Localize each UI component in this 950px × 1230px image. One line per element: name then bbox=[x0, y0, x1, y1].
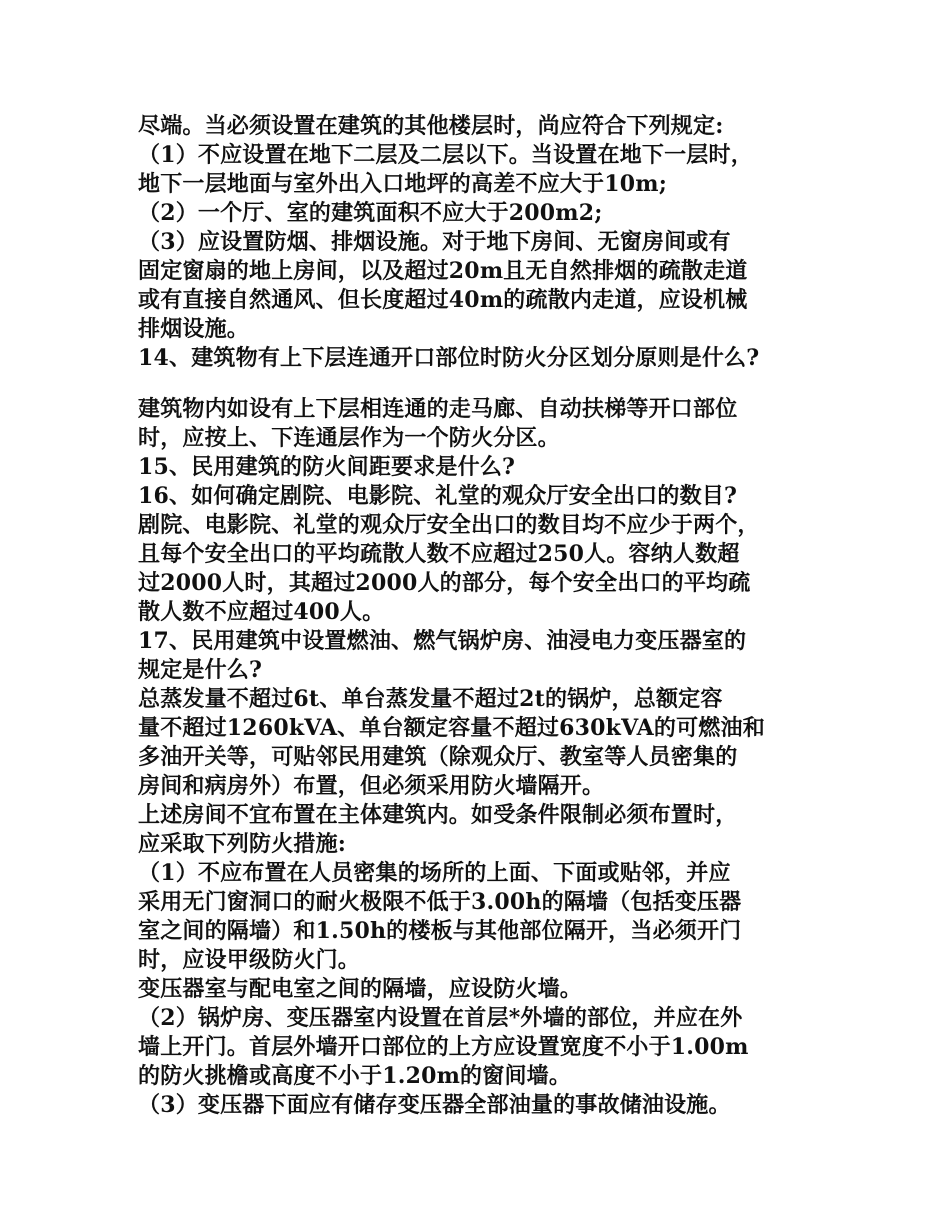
text-line: 多油开关等，可贴邻民用建筑（除观众厅、教室等人员密集的 bbox=[138, 744, 738, 770]
text-line: （2）一个厅、室的建筑面积不应大于200m2; bbox=[138, 200, 603, 226]
text-line: 过2000人时，其超过2000人的部分，每个安全出口的平均疏 bbox=[138, 570, 751, 596]
text-line: （2）锅炉房、变压器室内设置在首层*外墙的部位，并应在外 bbox=[138, 1005, 743, 1031]
text-line: 采用无门窗洞口的耐火极限不低于3.00h的隔墙（包括变压器 bbox=[138, 889, 742, 915]
text-line: （1）不应布置在人员密集的场所的上面、下面或贴邻，并应 bbox=[138, 860, 731, 886]
text-line: 且每个安全出口的平均疏散人数不应超过250人。容纳人数超 bbox=[138, 541, 740, 567]
text-line: 尽端。当必须设置在建筑的其他楼层时，尚应符合下列规定: bbox=[138, 113, 724, 139]
document-body bbox=[138, 112, 838, 1120]
text-line: 散人数不应超过400人。 bbox=[138, 599, 385, 625]
text-line: 建筑物内如设有上下层相连通的走马廊、自动扶梯等开口部位 bbox=[138, 396, 738, 422]
text-line: （3）变压器下面应有储存变压器全部油量的事故储油设施。 bbox=[138, 1092, 731, 1118]
text-line: 的防火挑檐或高度不小于1.20m的窗间墙。 bbox=[138, 1063, 572, 1089]
text-line: 时，应按上、下连通层作为一个防火分区。 bbox=[138, 425, 560, 451]
text-line: 应采取下列防火措施: bbox=[138, 831, 347, 857]
text-line: 剧院、电影院、礼堂的观众厅安全出口的数目均不应少于两个， bbox=[138, 512, 760, 538]
text-line: 室之间的隔墙）和1.50h的楼板与其他部位隔开，当必须开门 bbox=[138, 918, 742, 944]
text-line: 时，应设甲级防火门。 bbox=[138, 947, 361, 973]
text-line: 上述房间不宜布置在主体建筑内。如受条件限制必须布置时， bbox=[138, 802, 738, 828]
text-line: （3）应设置防烟、排烟设施。对于地下房间、无窗房间或有 bbox=[138, 229, 731, 255]
question-heading: 15、民用建筑的防火间距要求是什么? bbox=[138, 454, 516, 480]
text-line: 变压器室与配电室之间的隔墙，应设防火墙。 bbox=[138, 976, 583, 1002]
question-heading: 14、建筑物有上下层连通开口部位时防火分区划分原则是什么? bbox=[138, 345, 760, 371]
text-line: 墙上开门。首层外墙开口部位的上方应设置宽度不小于1.00m bbox=[138, 1034, 749, 1060]
paragraph-gap bbox=[138, 373, 838, 395]
text-line: 固定窗扇的地上房间，以及超过20m且无自然排烟的疏散走道 bbox=[138, 258, 748, 284]
text-line: 总蒸发量不超过6t、单台蒸发量不超过2t的锅炉，总额定容 bbox=[138, 686, 723, 712]
question-heading: 16、如何确定剧院、电影院、礼堂的观众厅安全出口的数目? bbox=[138, 483, 738, 509]
text-line: 房间和病房外）布置，但必须采用防火墙隔开。 bbox=[138, 773, 605, 799]
question-heading: 规定是什么? bbox=[138, 657, 263, 683]
text-line: 或有直接自然通风、但长度超过40m的疏散内走道，应设机械 bbox=[138, 287, 748, 313]
text-line: （1）不应设置在地下二层及二层以下。当设置在地下一层时， bbox=[138, 142, 753, 168]
text-line: 排烟设施。 bbox=[138, 316, 250, 342]
text-line: 量不超过1260kVA、单台额定容量不超过630kVA的可燃油和 bbox=[138, 715, 765, 741]
question-heading: 17、民用建筑中设置燃油、燃气锅炉房、油浸电力变压器室的 bbox=[138, 628, 747, 654]
text-line: 地下一层地面与室外出入口地坪的高差不应大于10m; bbox=[138, 171, 668, 197]
